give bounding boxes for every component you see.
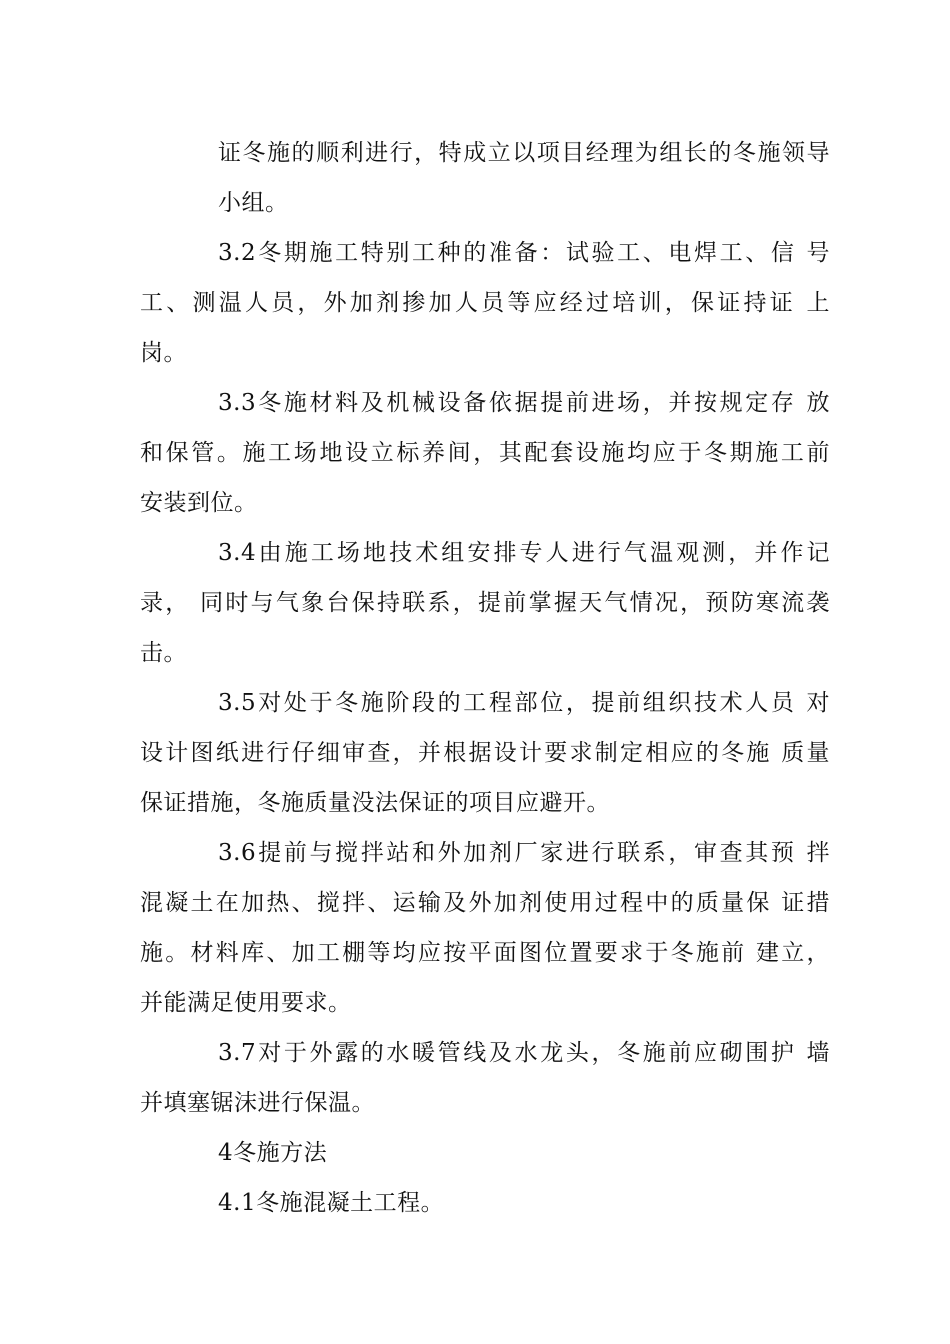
paragraph-line: 和保管。施工场地设立标养间，其配套设施均应于冬期施工前 (140, 440, 830, 466)
paragraph-line: 工、测温人员，外加剂掺加人员等应经过培训，保证持证 上 (140, 290, 830, 316)
paragraph-line: 录， 同时与气象台保持联系，提前掌握天气情况，预防寒流袭 (140, 590, 830, 616)
paragraph-line: 3.5对处于冬施阶段的工程部位，提前组织技术人员 对 (218, 690, 830, 716)
paragraph-line: 安装到位。 (140, 490, 258, 516)
paragraph-line: 保证措施，冬施质量没法保证的项目应避开。 (140, 790, 610, 816)
paragraph-line: 混凝土在加热、搅拌、运输及外加剂使用过程中的质量保 证措 (140, 890, 830, 916)
paragraph-line: 施。材料库、加工棚等均应按平面图位置要求于冬施前 建立， (140, 940, 830, 966)
paragraph-line: 小组。 (218, 190, 289, 216)
paragraph-line: 证冬施的顺利进行，特成立以项目经理为组长的冬施领导 (218, 140, 830, 166)
paragraph-line: 3.6提前与搅拌站和外加剂厂家进行联系，审查其预 拌 (218, 840, 830, 866)
paragraph-line: 击。 (140, 640, 187, 666)
paragraph-line: 设计图纸进行仔细审查，并根据设计要求制定相应的冬施 质量 (140, 740, 830, 766)
paragraph-line: 3.2冬期施工特别工种的准备：试验工、电焊工、信 号 (218, 240, 830, 266)
paragraph-line: 并能满足使用要求。 (140, 990, 352, 1016)
section-heading: 4冬施方法 (218, 1140, 328, 1166)
subsection-heading: 4.1冬施混凝土工程。 (218, 1190, 445, 1216)
paragraph-line: 3.4由施工场地技术组安排专人进行气温观测，并作记 (218, 540, 830, 566)
paragraph-line: 岗。 (140, 340, 187, 366)
paragraph-line: 3.3冬施材料及机械设备依据提前进场，并按规定存 放 (218, 390, 830, 416)
paragraph-line: 并填塞锯沫进行保温。 (140, 1090, 375, 1116)
paragraph-line: 3.7对于外露的水暖管线及水龙头，冬施前应砌围护 墙 (218, 1040, 830, 1066)
